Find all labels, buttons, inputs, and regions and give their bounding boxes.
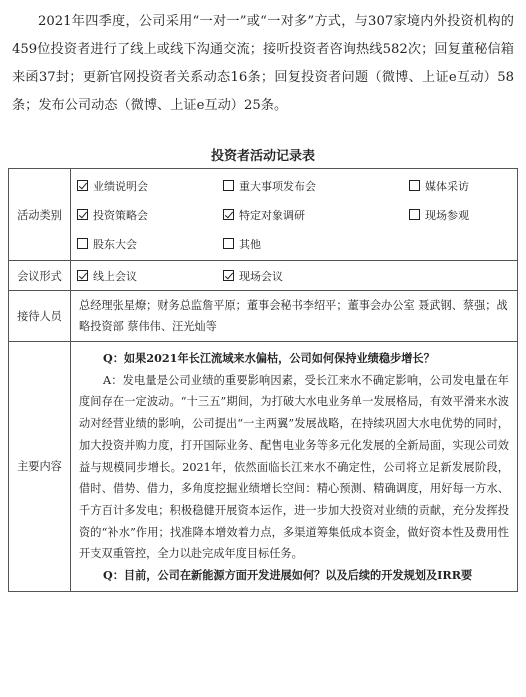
meeting-form-row bbox=[9, 261, 518, 291]
receptionists-label: 接待人员 bbox=[9, 291, 71, 342]
option-specific-research[interactable] bbox=[223, 200, 409, 229]
option-investment-strategy[interactable] bbox=[77, 200, 223, 229]
option-shareholder-meeting[interactable] bbox=[77, 229, 223, 258]
option-label: 业绩说明会 bbox=[93, 179, 148, 193]
option-earnings-briefing[interactable] bbox=[77, 171, 223, 200]
answer-1: A：发电量是公司业绩的重要影响因素，受长江来水不确定影响，公司发电量在年度间存在一定波动。“十三五”期间，为打破大水电业务单一发展格局，有效平滑来水波动对经营业绩的影响，公司提出“一主两翼”发展战略，在持续巩固大水电优势的同时，加大投资并购力度，打开国际业务、配售电业务等多元化发展的全新局面，实现公司效益与规模同步增长。2021年，依然面临长江来水不确定性，公司将立足新发展阶段，借时、借势、借力，多角度挖掘业绩增长空间：精心预测、精确调度，用好每一方水、千方百计多发电；积极稳健开展资本运作，进一步加大投资对业绩的贡献，充分发挥投资的“补水”作用；找准降本增效着力点，多渠道筹集低成本资金，做好资本性及费用性开支双重管控，全力以赴完成年度目标任务。 bbox=[79, 373, 509, 561]
option-label: 线上会议 bbox=[93, 269, 137, 283]
option-label: 投资策略会 bbox=[93, 208, 148, 222]
intro-paragraph bbox=[12, 8, 514, 120]
option-label: 媒体采访 bbox=[425, 179, 469, 193]
main-content-row bbox=[9, 342, 518, 592]
checkbox-checked-icon[interactable] bbox=[77, 270, 88, 281]
option-label: 其他 bbox=[239, 237, 261, 251]
option-media-interview[interactable] bbox=[409, 171, 511, 200]
checkbox-empty-icon[interactable] bbox=[223, 180, 234, 191]
option-label: 重大事项发布会 bbox=[239, 179, 316, 193]
receptionists-text: 总经理张星燎；财务总监詹平原；董事会秘书李绍平；董事会办公室 聂武钢、蔡强；战略投资部 蔡伟伟、汪光灿等 bbox=[71, 291, 518, 342]
checkbox-empty-icon[interactable] bbox=[223, 238, 234, 249]
option-onsite-meeting[interactable] bbox=[223, 261, 511, 290]
activity-type-options bbox=[71, 169, 518, 261]
table-title: 投资者活动记录表 bbox=[210, 149, 315, 164]
checkbox-empty-icon[interactable] bbox=[409, 180, 420, 191]
checkbox-empty-icon[interactable] bbox=[77, 238, 88, 249]
checkbox-checked-icon[interactable] bbox=[223, 270, 234, 281]
checkbox-checked-icon[interactable] bbox=[77, 180, 88, 191]
main-content-body bbox=[71, 342, 518, 592]
activity-type-row bbox=[9, 169, 518, 261]
option-label: 股东大会 bbox=[93, 237, 137, 251]
option-other[interactable] bbox=[223, 229, 409, 258]
question-2: Q：目前，公司在新能源方面开发进展如何？以及后续的开发规划及IRR要 bbox=[103, 568, 473, 583]
investor-activity-table bbox=[8, 168, 518, 592]
option-site-visit[interactable] bbox=[409, 200, 511, 229]
intro-text: 2021年四季度，公司采用“一对一”或“一对多”方式，与307家境内外投资机构的459位投资者进行了线上或线下沟通交流；接听投资者咨询热线582次；回复董秘信箱来函37封；更新官网投资者关系动态16条；回复投资者问题（微博、上证e互动）58条；发布公司动态（微博、上证e互动）25条。 bbox=[12, 14, 514, 113]
receptionists-row bbox=[9, 291, 518, 342]
checkbox-checked-icon[interactable] bbox=[223, 209, 234, 220]
option-label: 现场参观 bbox=[425, 208, 469, 222]
checkbox-checked-icon[interactable] bbox=[77, 209, 88, 220]
meeting-form-label: 会议形式 bbox=[9, 261, 71, 291]
main-content-label: 主要内容 bbox=[9, 342, 71, 592]
meeting-form-options bbox=[71, 261, 518, 291]
option-online-meeting[interactable] bbox=[77, 261, 223, 290]
checkbox-empty-icon[interactable] bbox=[409, 209, 420, 220]
option-label: 现场会议 bbox=[239, 269, 283, 283]
question-1: Q：如果2021年长江流域来水偏枯，公司如何保持业绩稳步增长？ bbox=[103, 351, 435, 365]
option-label: 特定对象调研 bbox=[239, 208, 305, 222]
option-major-event-release[interactable] bbox=[223, 171, 409, 200]
activity-type-label: 活动类别 bbox=[9, 169, 71, 261]
